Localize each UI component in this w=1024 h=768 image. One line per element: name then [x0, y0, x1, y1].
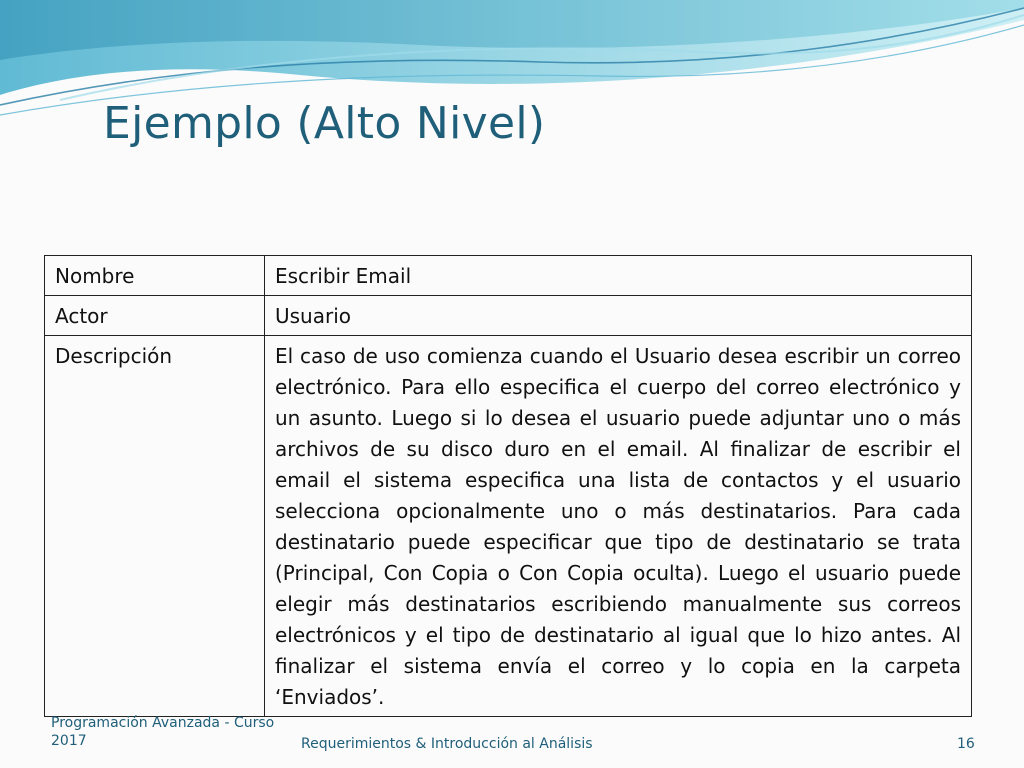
table-row: [45, 256, 972, 296]
footer-course: Programación Avanzada - Curso 2017: [51, 715, 275, 749]
use-case-table: [44, 255, 972, 717]
footer-page-number: 16: [957, 736, 975, 752]
table-row: [45, 336, 972, 717]
row-label-nombre: Nombre: [45, 256, 265, 296]
row-value-actor: Usuario: [265, 296, 972, 336]
row-label-actor: Actor: [45, 296, 265, 336]
footer-topic: Requerimientos & Introducción al Análisis: [301, 736, 593, 752]
slide-title: Ejemplo (Alto Nivel): [103, 98, 546, 149]
table-row: [45, 296, 972, 336]
row-label-descripcion: Descripción: [45, 336, 265, 717]
row-value-descripcion: El caso de uso comienza cuando el Usuario desea escribir un correo electrónico. Para ello especifica el cuerpo del correo electrónico y un asunto. Luego si lo desea el usuario puede adjuntar uno o más archivos de su disco duro en el email. Al finalizar de escribir el email el sistema especifica una lista de contactos y el usuario selecciona opcionalmente uno o más destinatarios. Para cada destinatario puede especificar que tipo de destinatario se trata (Principal, Con Copia o Con Copia oculta). Luego el usuario puede elegir más destinatarios escribiendo manualmente sus correos electrónicos y el tipo de destinatario al igual que lo hizo antes. Al finalizar el sistema envía el correo y lo copia en la carpeta ‘Enviados’.: [265, 336, 972, 717]
row-value-nombre: Escribir Email: [265, 256, 972, 296]
